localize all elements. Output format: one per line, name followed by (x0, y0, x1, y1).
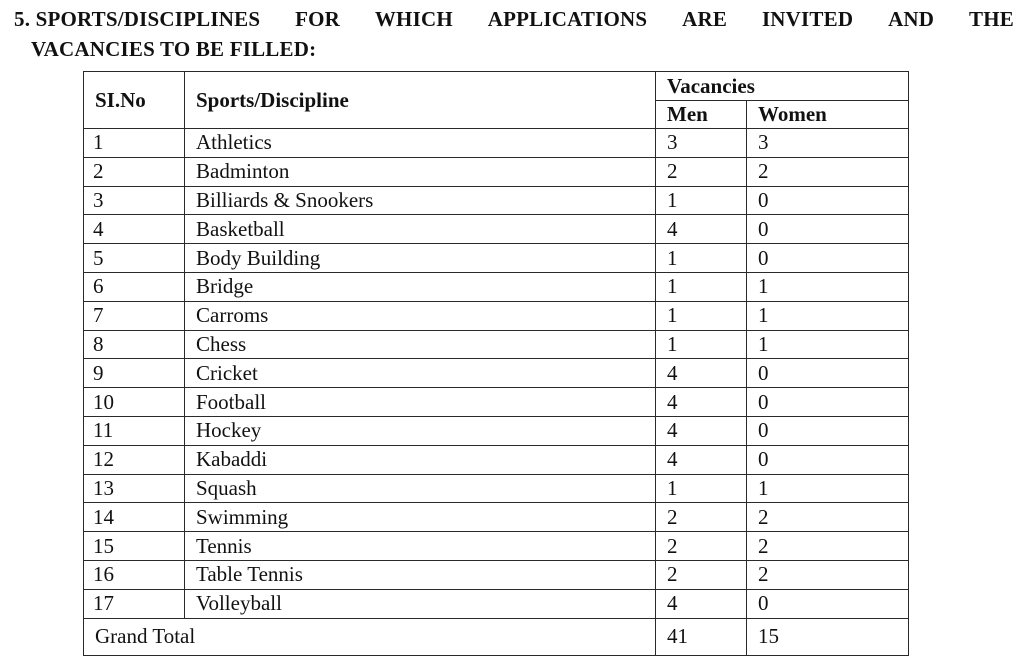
sport-cell: Kabaddi (185, 445, 656, 474)
sl-cell: 7 (84, 301, 185, 330)
women-cell: 1 (747, 330, 909, 359)
table-row (84, 301, 909, 330)
men-cell: 2 (656, 157, 747, 186)
sl-cell: 5 (84, 244, 185, 273)
heading-word: ARE (682, 7, 728, 31)
sport-cell: Athletics (185, 129, 656, 158)
women-cell: 0 (747, 589, 909, 618)
women-cell: 0 (747, 445, 909, 474)
table-row (84, 129, 909, 158)
women-cell: 2 (747, 157, 909, 186)
table-row (84, 215, 909, 244)
men-cell: 4 (656, 215, 747, 244)
heading-line-2: VACANCIES TO BE FILLED: (31, 37, 317, 61)
sl-cell: 3 (84, 186, 185, 215)
table-row (84, 532, 909, 561)
grand-total-men: 41 (656, 618, 747, 655)
women-cell: 0 (747, 359, 909, 388)
sl-cell: 4 (84, 215, 185, 244)
heading-word: INVITED (761, 7, 854, 31)
sl-cell: 17 (84, 589, 185, 618)
sport-cell: Volleyball (185, 589, 656, 618)
sport-cell: Tennis (185, 532, 656, 561)
men-cell: 1 (656, 330, 747, 359)
men-cell: 4 (656, 388, 747, 417)
women-cell: 0 (747, 186, 909, 215)
col-header-women: Women (747, 101, 909, 129)
heading-line-1 (14, 4, 1014, 34)
sl-cell: 2 (84, 157, 185, 186)
women-cell: 1 (747, 301, 909, 330)
men-cell: 4 (656, 359, 747, 388)
table-body (84, 129, 909, 619)
sport-cell: Basketball (185, 215, 656, 244)
sport-cell: Chess (185, 330, 656, 359)
heading-word: AND (888, 7, 935, 31)
grand-total-label: Grand Total (84, 618, 656, 655)
table-row (84, 445, 909, 474)
sl-cell: 15 (84, 532, 185, 561)
sport-cell: Cricket (185, 359, 656, 388)
table-row (84, 388, 909, 417)
section-heading (14, 4, 1014, 64)
men-cell: 2 (656, 560, 747, 589)
col-header-sl: SI.No (84, 72, 185, 129)
women-cell: 3 (747, 129, 909, 158)
sport-cell: Squash (185, 474, 656, 503)
women-cell: 2 (747, 560, 909, 589)
sport-cell: Hockey (185, 416, 656, 445)
table-row (84, 416, 909, 445)
table-row (84, 244, 909, 273)
table-row (84, 560, 909, 589)
sl-cell: 14 (84, 503, 185, 532)
women-cell: 0 (747, 388, 909, 417)
table-row (84, 186, 909, 215)
heading-word: APPLICATIONS (487, 7, 648, 31)
table-row (84, 157, 909, 186)
sl-cell: 8 (84, 330, 185, 359)
men-cell: 4 (656, 445, 747, 474)
table-row (84, 359, 909, 388)
women-cell: 2 (747, 532, 909, 561)
men-cell: 1 (656, 244, 747, 273)
men-cell: 2 (656, 532, 747, 561)
men-cell: 4 (656, 416, 747, 445)
sport-cell: Badminton (185, 157, 656, 186)
sl-cell: 9 (84, 359, 185, 388)
col-header-sport: Sports/Discipline (185, 72, 656, 129)
table-row (84, 272, 909, 301)
women-cell: 0 (747, 215, 909, 244)
women-cell: 0 (747, 244, 909, 273)
sport-cell: Swimming (185, 503, 656, 532)
men-cell: 1 (656, 272, 747, 301)
men-cell: 4 (656, 589, 747, 618)
grand-total-row (84, 618, 909, 655)
table-row (84, 503, 909, 532)
sport-cell: Table Tennis (185, 560, 656, 589)
heading-word: 5. SPORTS/DISCIPLINES (14, 7, 261, 31)
men-cell: 2 (656, 503, 747, 532)
sport-cell: Body Building (185, 244, 656, 273)
table-row (84, 330, 909, 359)
grand-total-women: 15 (747, 618, 909, 655)
men-cell: 1 (656, 474, 747, 503)
vacancies-table (83, 71, 909, 656)
women-cell: 0 (747, 416, 909, 445)
women-cell: 2 (747, 503, 909, 532)
men-cell: 1 (656, 301, 747, 330)
heading-word: FOR (295, 7, 340, 31)
sport-cell: Bridge (185, 272, 656, 301)
men-cell: 3 (656, 129, 747, 158)
sl-cell: 11 (84, 416, 185, 445)
sl-cell: 13 (84, 474, 185, 503)
heading-word: WHICH (374, 7, 453, 31)
sl-cell: 6 (84, 272, 185, 301)
header-row (84, 72, 909, 101)
sl-cell: 16 (84, 560, 185, 589)
sl-cell: 12 (84, 445, 185, 474)
men-cell: 1 (656, 186, 747, 215)
sl-cell: 10 (84, 388, 185, 417)
sl-cell: 1 (84, 129, 185, 158)
sport-cell: Carroms (185, 301, 656, 330)
col-header-vacancies: Vacancies (656, 72, 909, 101)
heading-word: THE (969, 7, 1014, 31)
sport-cell: Billiards & Snookers (185, 186, 656, 215)
table-row (84, 474, 909, 503)
table-row (84, 589, 909, 618)
sport-cell: Football (185, 388, 656, 417)
women-cell: 1 (747, 474, 909, 503)
women-cell: 1 (747, 272, 909, 301)
col-header-men: Men (656, 101, 747, 129)
